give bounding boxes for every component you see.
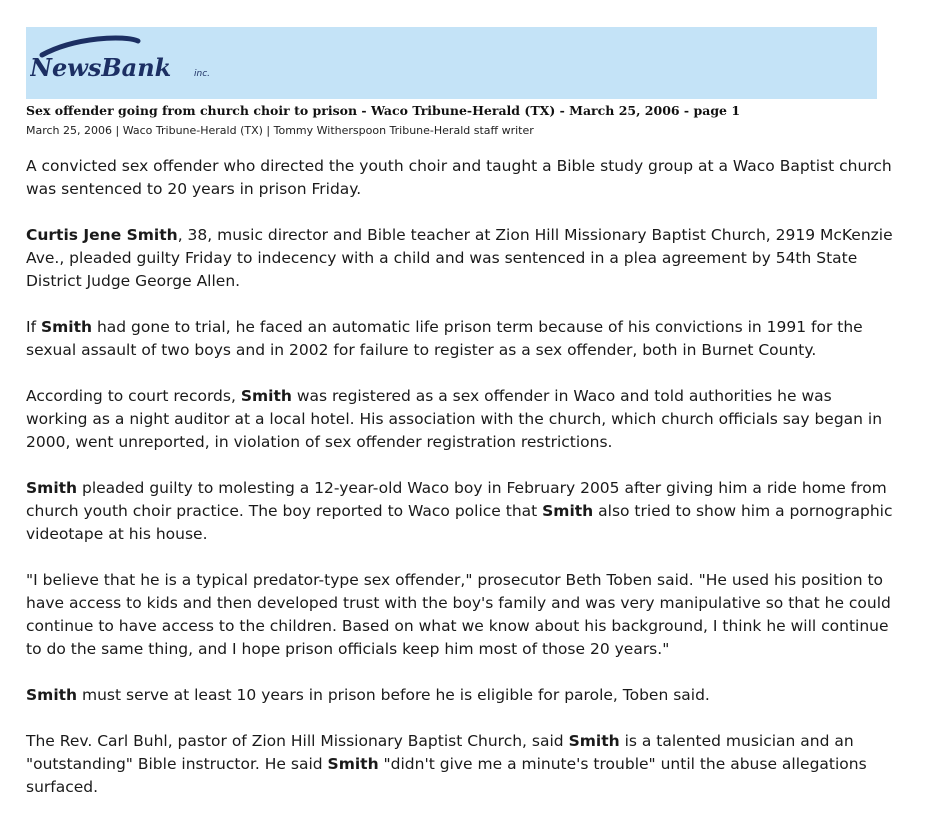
logo-suffix: inc. [194,69,211,79]
paragraph-text: had gone to trial, he faced an automatic life prison term because of his convictions in 1991 for the sexual assault of two boys and in 2002 for failure to register as a sex offender, both in Burnet County. [26,318,863,359]
paragraph-text: , 38, music director and Bible teacher at Zion Hill Missionary Baptist Church, 2919 McKenzie Ave., pleaded guilty Friday to indecency with a child and was sentenced in a plea agreement by 54th State District Judge George Allen. [26,226,893,290]
highlighted-name: Smith [26,686,78,704]
paragraph-text: is a talented musician and an "outstanding" Bible instructor. He said [26,732,854,773]
article-byline: March 25, 2006 | Waco Tribune-Herald (TX) | Tommy Witherspoon Tribune-Herald staff writer [26,124,534,137]
highlighted-name: Smith [240,387,292,405]
paragraph-text: was registered as a sex offender in Waco and told authorities he was working as a night auditor at a local hotel. His association with the church, which church officials say began in 2000, went unreported, in violation of sex offender registration restrictions. [26,387,883,451]
newsbank-logo[interactable] [30,35,240,83]
article-headline: Sex offender going from church choir to prison - Waco Tribune-Herald (TX) - March 25, 2006 - page 1 [26,103,741,118]
logo-brand: NewsBank [30,53,172,82]
paragraph-text: According to court records, [26,387,241,405]
highlighted-name: Smith [40,318,93,336]
paragraph-text: "I believe that he is a typical predator-type sex offender," prosecutor Beth Toben said. "He used his position to have access to kids and then developed trust with the boy's family and was very manipulative so that he could continue to have access to the children. Based on what we know about his background, I think he will continue to do the same thing, and I hope prison officials keep him most of those 20 years." [26,571,891,658]
article-body [26,155,896,822]
article-paragraph [26,477,896,546]
article-paragraph [26,730,896,799]
paragraph-text: also tried to show him a pornographic videotape at his house. [26,502,893,543]
paragraph-text: If [26,318,41,336]
article-paragraph [26,155,896,201]
highlighted-name: Curtis Jene Smith [26,226,178,244]
paragraph-text: must serve at least 10 years in prison before he is eligible for parole, Toben said. [77,686,710,704]
paragraph-text: pleaded guilty to molesting a 12-year-old Waco boy in February 2005 after giving him a ride home from church youth choir practice. The boy reported to Waco police that [26,479,887,520]
highlighted-name: Smith [568,732,620,750]
article-paragraph [26,684,896,707]
newsbank-banner [26,27,877,99]
paragraph-text: "didn't give me a minute's trouble" until the abuse allegations surfaced. [26,755,867,796]
highlighted-name: Smith [327,755,379,773]
highlighted-name: Smith [26,479,78,497]
paragraph-text: A convicted sex offender who directed the youth choir and taught a Bible study group at a Waco Baptist church was sentenced to 20 years in prison Friday. [26,157,892,198]
article-paragraph [26,385,896,454]
article-paragraph [26,569,896,661]
highlighted-name: Smith [542,502,594,520]
article-paragraph [26,224,896,293]
paragraph-text: The Rev. Carl Buhl, pastor of Zion Hill Missionary Baptist Church, said [26,732,569,750]
article-paragraph [26,316,896,362]
